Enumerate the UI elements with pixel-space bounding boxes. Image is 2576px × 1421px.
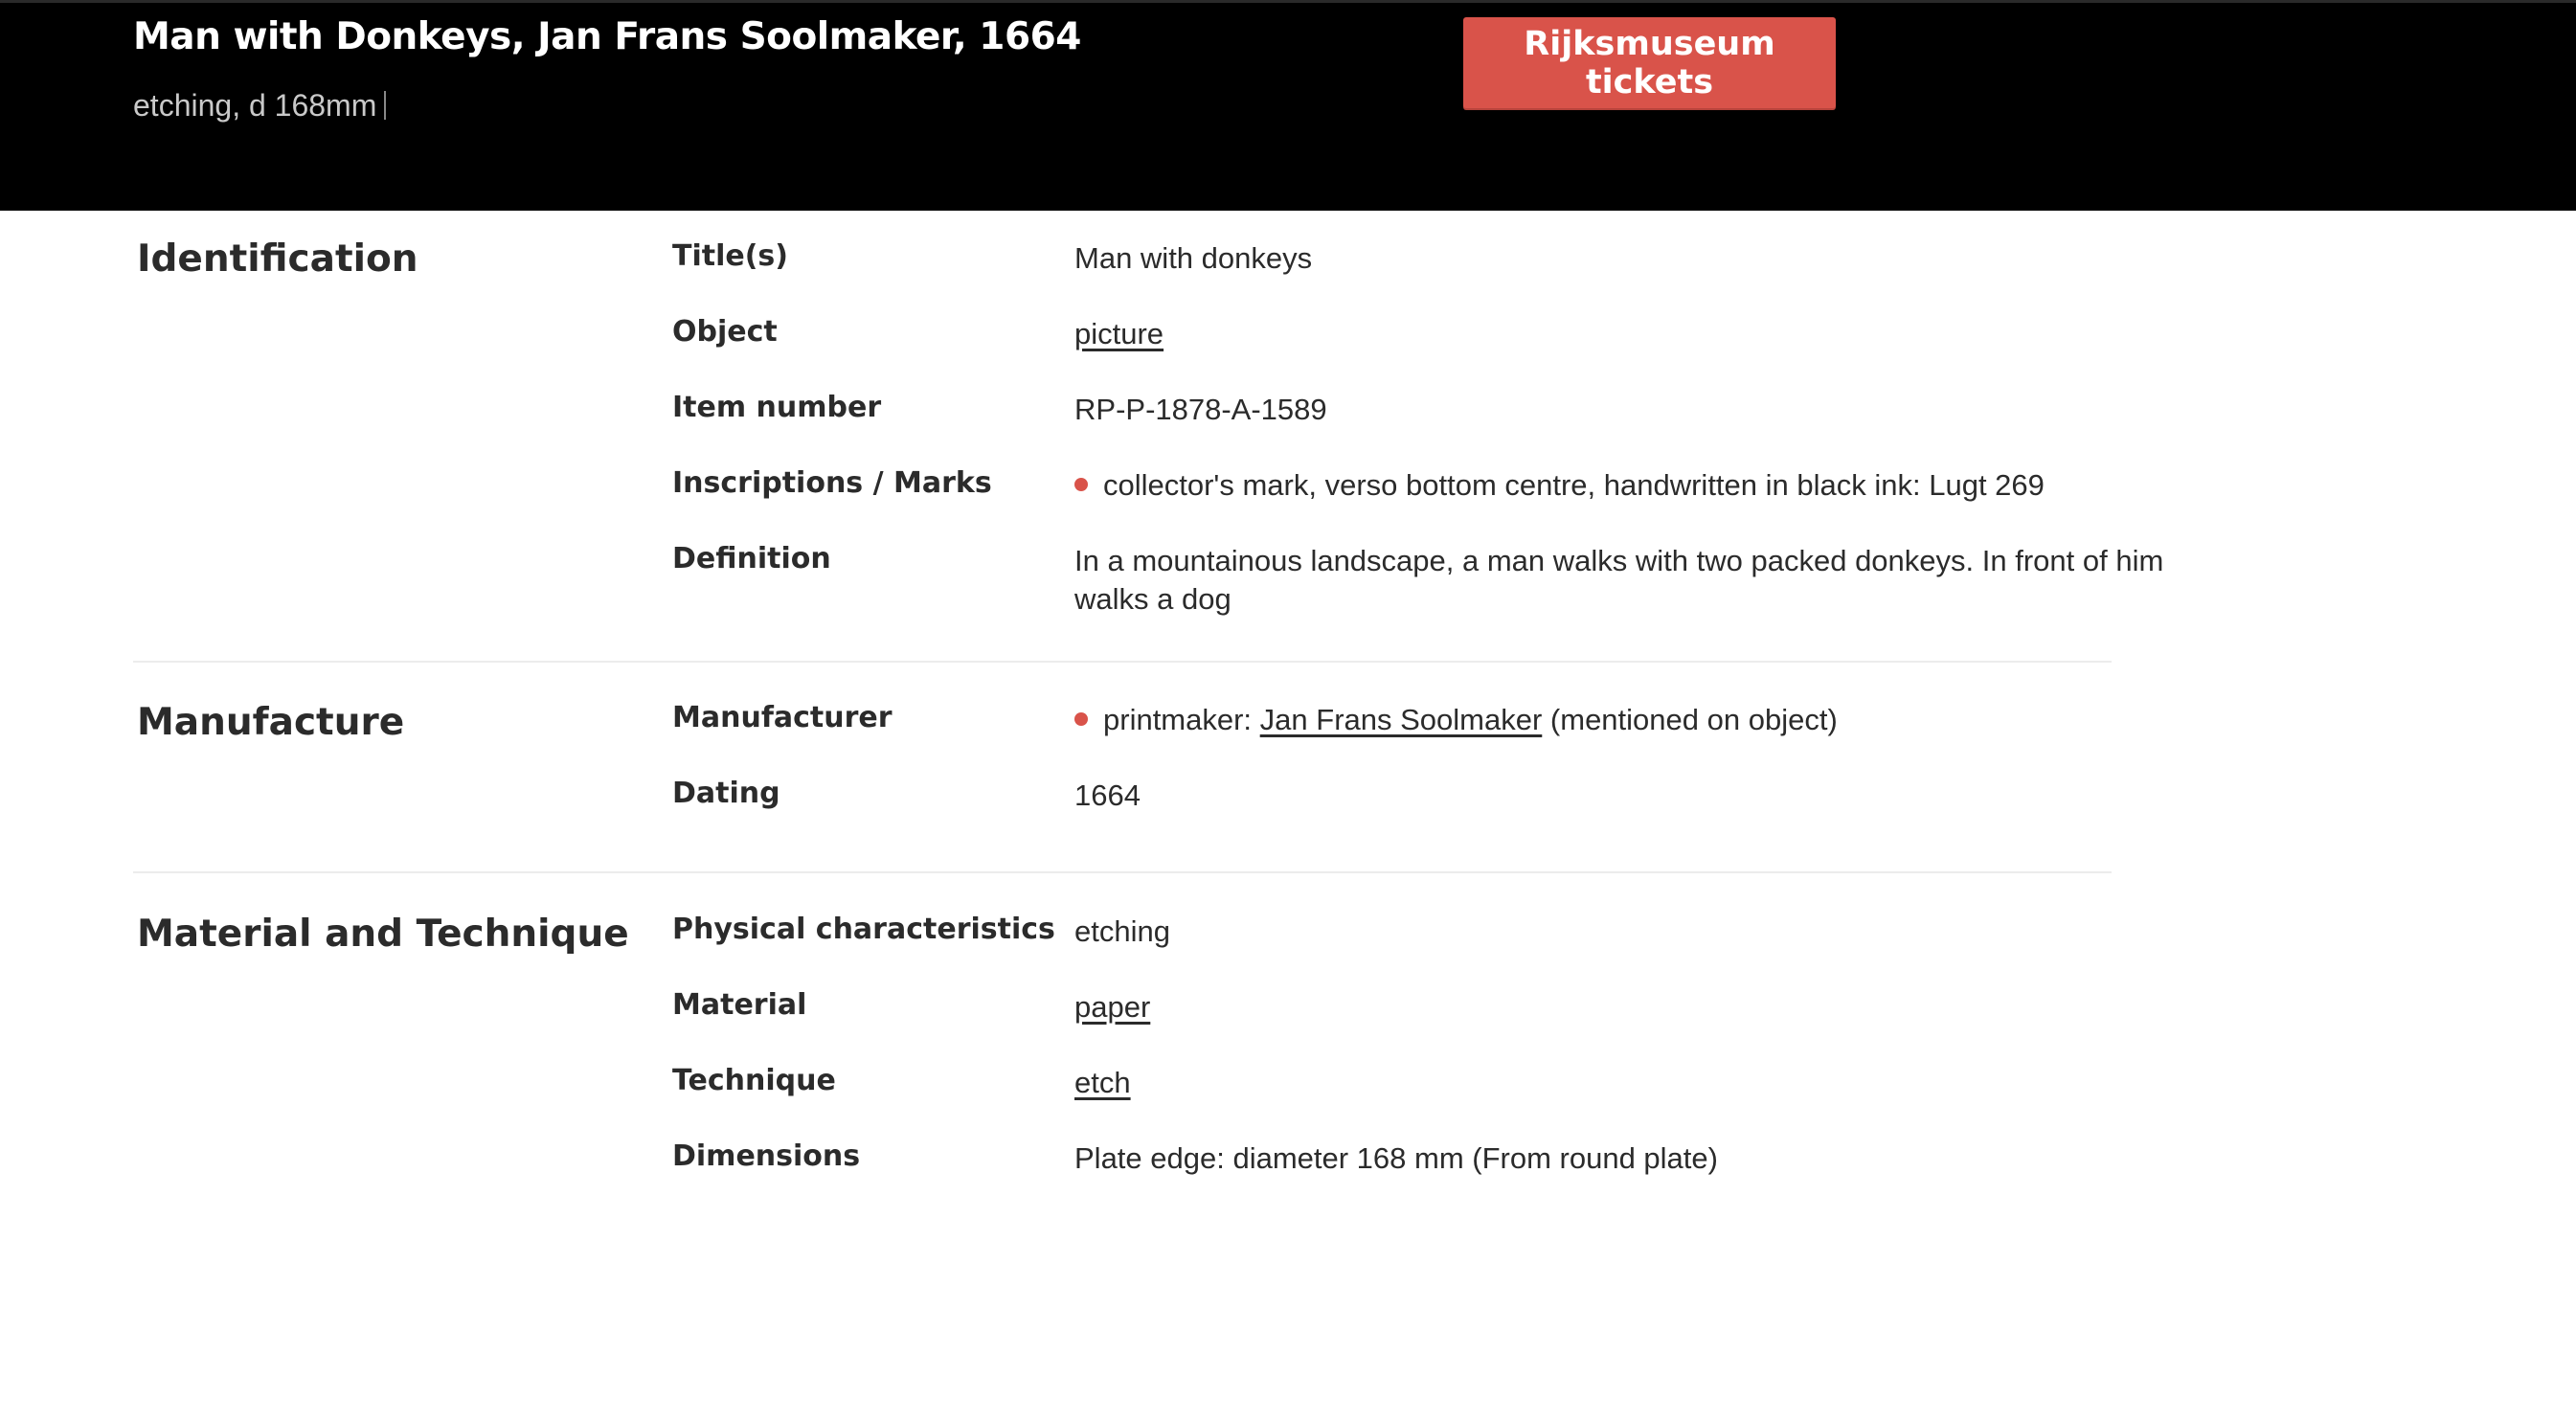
- manufacturer-prefix: printmaker:: [1103, 703, 1253, 736]
- titles-label: Title(s): [672, 239, 788, 273]
- object-value: [1074, 315, 2243, 353]
- material-label: Material: [672, 988, 807, 1022]
- dating-value: 1664: [1074, 778, 1141, 812]
- header-top-line: [0, 0, 2576, 3]
- bullet-icon: [1074, 712, 1088, 726]
- manufacturer-suffix: (mentioned on object): [1549, 703, 1838, 736]
- material-value: [1074, 988, 2243, 1026]
- technique-value: [1074, 1064, 2243, 1102]
- object-subtitle-text: etching, d 168mm: [133, 88, 377, 123]
- physical-label: Physical characteristics: [672, 913, 1055, 946]
- technique-link[interactable]: etch: [1074, 1066, 1131, 1099]
- section-divider: [133, 871, 2112, 873]
- manufacturer-label: Manufacturer: [672, 701, 893, 734]
- rijksmuseum-tickets-button[interactable]: Rijksmuseum tickets: [1463, 17, 1836, 108]
- identification-heading: Identification: [137, 237, 418, 281]
- object-label: Object: [672, 315, 778, 349]
- dimensions-value: Plate edge: diameter 168 mm (From round plate): [1074, 1141, 1718, 1175]
- inscriptions-text: collector's mark, verso bottom centre, handwritten in black ink: Lugt 269: [1103, 468, 2045, 502]
- dating-label: Dating: [672, 777, 780, 810]
- item-number-label: Item number: [672, 391, 882, 424]
- definition-label: Definition: [672, 542, 831, 575]
- header-edge: [2549, 196, 2576, 211]
- inscriptions-label: Inscriptions / Marks: [672, 466, 992, 500]
- inscriptions-value: [1074, 466, 2243, 505]
- object-title: Man with Donkeys, Jan Frans Soolmaker, 1664: [133, 15, 1081, 58]
- bullet-icon: [1074, 478, 1088, 491]
- manufacturer-link[interactable]: Jan Frans Soolmaker: [1259, 703, 1543, 736]
- titles-value: Man with donkeys: [1074, 241, 1313, 275]
- text-caret: [384, 91, 386, 120]
- manufacturer-value: [1074, 701, 2243, 739]
- manufacture-heading: Manufacture: [137, 701, 405, 744]
- technique-label: Technique: [672, 1064, 836, 1097]
- object-subtitle: [133, 88, 386, 124]
- dimensions-label: Dimensions: [672, 1139, 861, 1173]
- section-divider: [133, 661, 2112, 663]
- definition-value: In a mountainous landscape, a man walks with two packed donkeys. In front of him walks a dog: [1074, 544, 2164, 616]
- object-link[interactable]: picture: [1074, 317, 1164, 350]
- material-link[interactable]: paper: [1074, 990, 1151, 1024]
- physical-value: etching: [1074, 914, 1170, 948]
- object-header: [0, 0, 2576, 211]
- item-number-value: RP-P-1878-A-1589: [1074, 393, 1327, 426]
- material-heading: Material and Technique: [137, 913, 629, 956]
